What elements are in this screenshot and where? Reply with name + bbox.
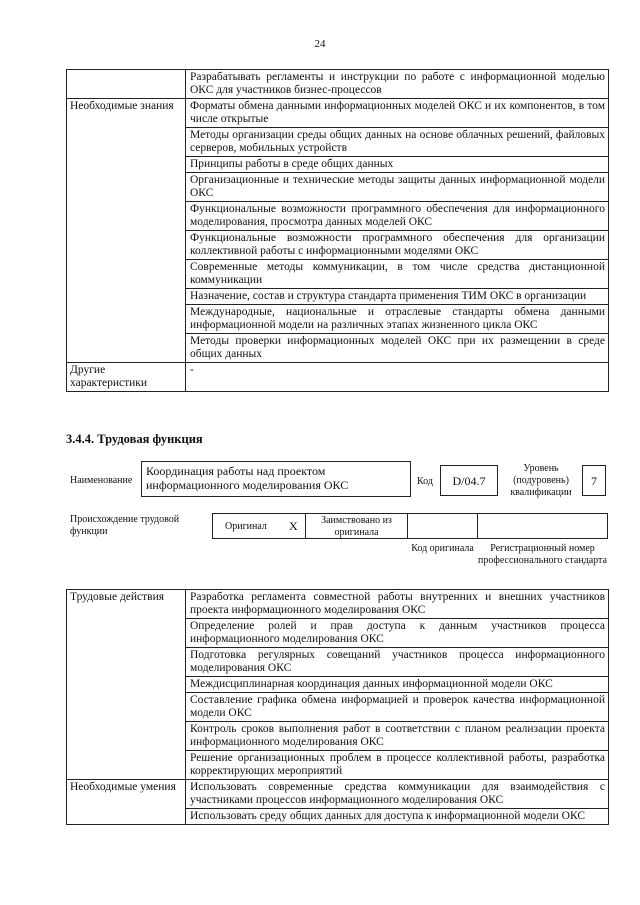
code-value: D/04.7 (452, 474, 486, 488)
original-label: Оригинал (225, 521, 267, 532)
function-name: Координация работы над проектом информационного моделирования ОКС (146, 464, 349, 492)
row-item: Методы проверки информационных моделей ОКС при их размещении в среде общих данных (186, 334, 609, 363)
row-label: Необходимые знания (67, 99, 186, 363)
row-item: Форматы обмена данными информационных моделей ОКС и их компонентов, в том числе открытые (186, 99, 609, 128)
skills-table-bottom (66, 589, 609, 825)
row-item: Функциональные возможности программного обеспечения для организации коллективной работы с информационными моделями ОКС (186, 231, 609, 260)
code-original-caption: Код оригинала (411, 543, 474, 554)
row-item: Использовать среду общих данных для доступа к информационной модели ОКС (186, 809, 609, 825)
row-item: Функциональные возможности программного обеспечения для информационного моделирования, просмотра данных моделей ОКС (186, 202, 609, 231)
row-item: - (186, 363, 609, 392)
skills-table-top (66, 69, 609, 392)
row-item: Контроль сроков выполнения работ в соответствии с планом реализации проекта информационного моделирования ОКС (186, 722, 609, 751)
row-label: Трудовые действия (67, 590, 186, 780)
code-label: Код (417, 476, 433, 487)
function-name-box (141, 461, 411, 497)
level-box (582, 465, 606, 496)
borrowed-label: Заимствовано из оригинала (321, 515, 392, 538)
borrowed-box (305, 513, 408, 539)
table-row (67, 590, 609, 619)
row-item: Методы организации среды общих данных на основе облачных решений, файловых серверов, мобильных устройств (186, 128, 609, 157)
code-original-box (407, 513, 478, 539)
table-row (67, 363, 609, 392)
row-item: Организационные и технические методы защиты данных информационной модели ОКС (186, 173, 609, 202)
row-item: Разработка регламента совместной работы внутренних и внешних участников проекта информационного моделирования ОКС (186, 590, 609, 619)
original-mark: X (289, 519, 298, 533)
row-label: Необходимые умения (67, 780, 186, 825)
row-item: Междисциплинарная координация данных информационной модели ОКС (186, 677, 609, 693)
table-row (67, 70, 609, 99)
row-item: Разрабатывать регламенты и инструкции по работе с информационной моделью ОКС для участников бизнес-процессов (186, 70, 609, 99)
row-label (67, 70, 186, 99)
row-item: Составление графика обмена информацией и проверок качества информационной модели ОКС (186, 693, 609, 722)
row-item: Решение организационных проблем в процессе коллективной работы, разработка корректирующих мероприятий (186, 751, 609, 780)
level-value: 7 (591, 474, 597, 488)
row-item: Принципы работы в среде общих данных (186, 157, 609, 173)
name-label: Наименование (70, 475, 133, 486)
reg-number-box (477, 513, 608, 539)
row-item: Современные методы коммуникации, в том числе средства дистанционной коммуникации (186, 260, 609, 289)
origin-label: Происхождение трудовой функции (70, 514, 180, 537)
page-number: 24 (314, 38, 326, 50)
table-row (67, 99, 609, 128)
original-box (212, 513, 306, 539)
section-title: 3.4.4. Трудовая функция (66, 432, 203, 446)
reg-number-caption: Регистрационный номер профессионального стандарта (478, 543, 607, 566)
code-box (440, 465, 498, 496)
level-label: Уровень (подуровень) квалификации (510, 463, 572, 498)
row-item: Определение ролей и прав доступа к данным участников процесса информационного моделирования ОКС (186, 619, 609, 648)
table-row (67, 780, 609, 809)
row-item: Использовать современные средства коммуникации для взаимодействия с участниками процессов информационного моделирования ОКС (186, 780, 609, 809)
row-item: Международные, национальные и отраслевые стандарты обмена данными информационной модели на различных этапах жизненного цикла ОКС (186, 305, 609, 334)
row-label: Другие характеристики (67, 363, 186, 392)
row-item: Подготовка регулярных совещаний участников процесса информационного моделирования ОКС (186, 648, 609, 677)
row-item: Назначение, состав и структура стандарта применения ТИМ ОКС в организации (186, 289, 609, 305)
